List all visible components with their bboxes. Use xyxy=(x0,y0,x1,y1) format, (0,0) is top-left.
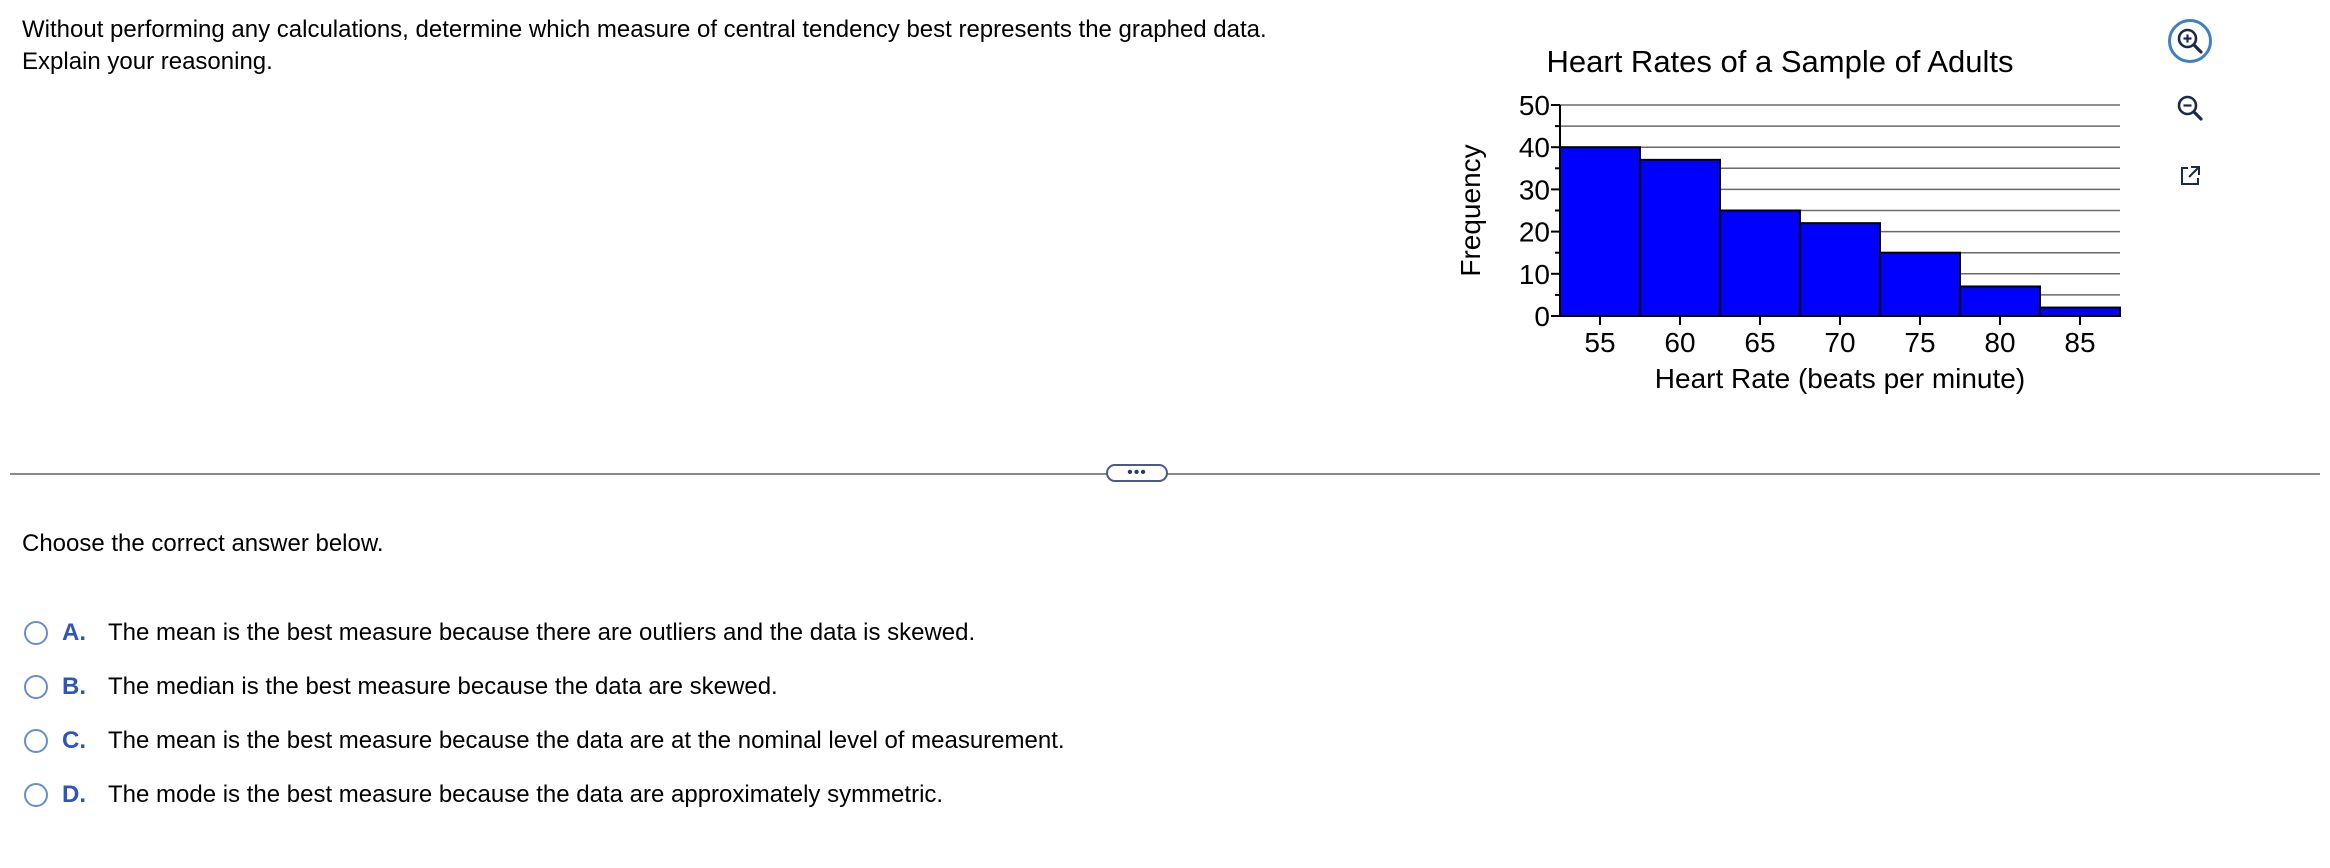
question-text xyxy=(22,14,1422,78)
y-tick-label: 20 xyxy=(1518,216,1550,248)
chart-title: Heart Rates of a Sample of Adults xyxy=(1546,44,2014,79)
histogram-svg xyxy=(1440,30,2140,420)
x-tick-label: 55 xyxy=(1584,327,1616,358)
x-tick-label: 65 xyxy=(1744,327,1776,358)
radio-button[interactable] xyxy=(24,675,48,699)
choice-letter: D. xyxy=(62,781,86,808)
open-in-new-window-button[interactable] xyxy=(2168,154,2212,198)
radio-button[interactable] xyxy=(24,621,48,645)
x-tick-label: 75 xyxy=(1904,327,1936,358)
histogram-bar xyxy=(2040,308,2120,316)
y-tick-label: 50 xyxy=(1518,90,1550,121)
histogram-bar xyxy=(1640,160,1720,316)
zoom-in-button[interactable] xyxy=(2168,19,2212,63)
choice-a[interactable] xyxy=(24,606,1065,660)
y-tick-label: 40 xyxy=(1518,132,1550,164)
radio-button[interactable] xyxy=(24,783,48,807)
choice-d[interactable] xyxy=(24,768,1065,822)
histogram-bar xyxy=(1560,147,1640,316)
divider-drag-handle[interactable] xyxy=(1106,464,1168,482)
choice-text: The median is the best measure because the data are skewed. xyxy=(108,673,778,700)
question-line-2: Explain your reasoning. xyxy=(22,48,273,75)
y-tick-label: 30 xyxy=(1518,174,1550,206)
y-tick-label: 0 xyxy=(1534,301,1550,332)
answer-choices xyxy=(24,606,1065,822)
zoom-out-button[interactable] xyxy=(2168,86,2212,130)
x-axis-label: Heart Rate (beats per minute) xyxy=(1654,363,2026,394)
choice-text: The mean is the best measure because there are outliers and the data is skewed. xyxy=(108,619,976,646)
y-axis-label: Frequency xyxy=(1455,144,1486,277)
zoom-in-icon xyxy=(2175,26,2205,56)
ellipsis-icon: ••• xyxy=(1127,464,1147,481)
choice-letter: B. xyxy=(62,673,86,700)
histogram-bar xyxy=(1800,223,1880,316)
x-tick-label: 60 xyxy=(1664,327,1696,358)
x-tick-label: 80 xyxy=(1984,327,2016,358)
choice-c[interactable] xyxy=(24,714,1065,768)
radio-button[interactable] xyxy=(24,729,48,753)
choice-text: The mean is the best measure because the data are at the nominal level of measurement. xyxy=(108,727,1065,754)
x-tick-label: 85 xyxy=(2064,327,2096,358)
y-tick-label: 10 xyxy=(1518,258,1550,290)
answer-prompt: Choose the correct answer below. xyxy=(22,530,384,557)
histogram-bar xyxy=(1880,253,1960,316)
histogram-bar xyxy=(1720,211,1800,317)
question-line-1: Without performing any calculations, determine which measure of central tendency best represents the graphed data. xyxy=(22,16,1267,43)
external-link-icon xyxy=(2177,163,2203,189)
histogram-bar xyxy=(1960,286,2040,316)
choice-letter: A. xyxy=(62,619,86,646)
choice-letter: C. xyxy=(62,727,86,754)
x-tick-label: 70 xyxy=(1824,327,1856,358)
histogram-chart xyxy=(1440,30,2140,420)
choice-b[interactable] xyxy=(24,660,1065,714)
choice-text: The mode is the best measure because the data are approximately symmetric. xyxy=(108,781,944,808)
zoom-out-icon xyxy=(2175,93,2205,123)
